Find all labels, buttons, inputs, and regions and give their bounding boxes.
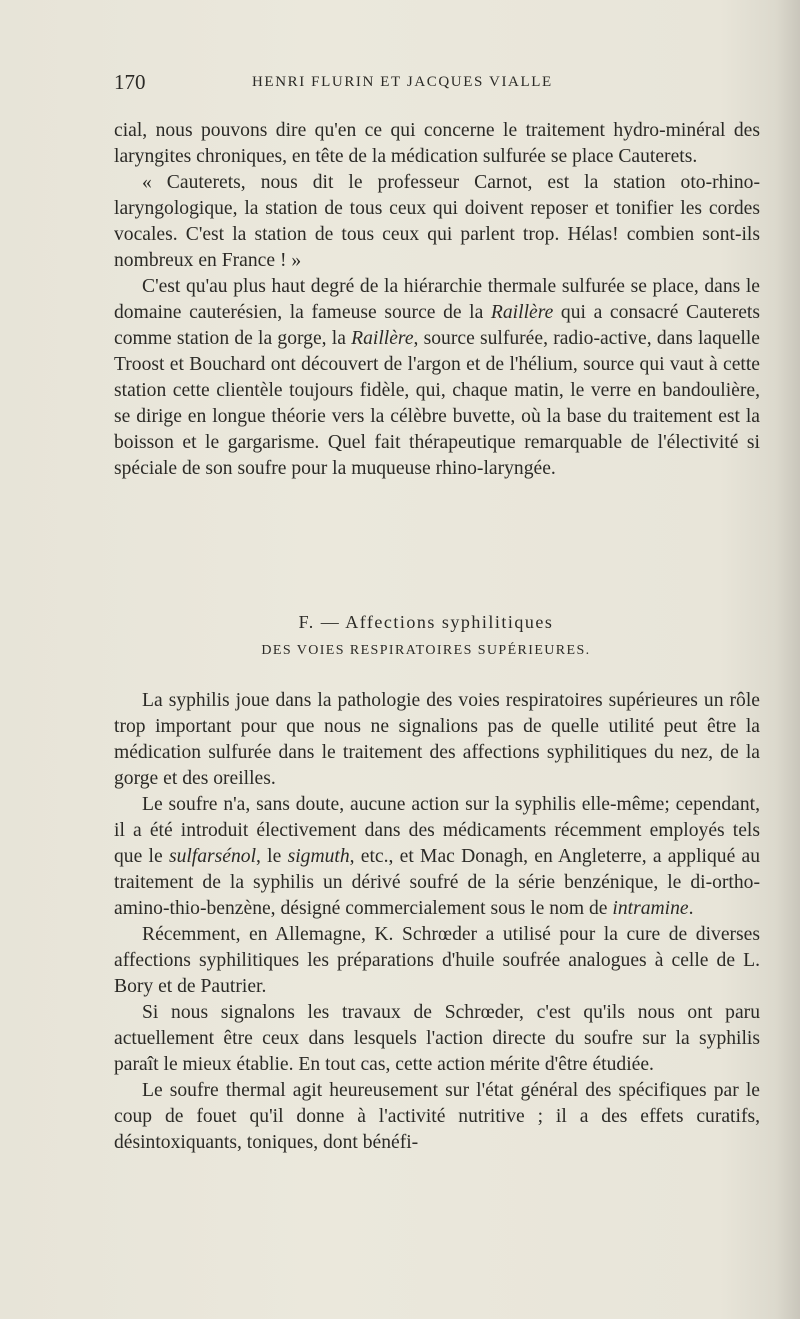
italic-term: sulfarsénol <box>168 846 257 867</box>
paragraph <box>114 274 760 482</box>
italic-term: Raillère <box>351 328 414 349</box>
text-run: Le soufre n'a, sans doute, aucune action sur la syphilis elle-même; cependant, il a été introduit électivement dans des médicaments récemment employés tels que le <box>114 794 760 867</box>
text-run: . <box>688 898 694 919</box>
text-run: qui a consacré Cauterets comme station de la gorge, la <box>114 302 760 349</box>
italic-term: intramine <box>612 898 689 919</box>
italic-term: sigmuth <box>287 846 350 867</box>
text-run: C'est qu'au plus haut degré de la hiérarchie thermale sulfurée se place, dans le domaine cauterésien, la fameuse source de la <box>114 276 760 323</box>
paragraph-quote: « Cauterets, nous dit le professeur Carnot, est la station oto-rhino-laryngologique, la station de tous ceux qui doivent reposer et tonifier les cordes vocales. C'est la station de tous ceux qui parlent trop. Hélas! combien sont-ils nombreux en France ! » <box>114 172 760 271</box>
paragraph: cial, nous pouvons dire qu'en ce qui concerne le traitement hydro-minéral des laryngites chroniques, en tête de la médication sulfurée se place Cauterets. <box>114 120 760 167</box>
section-heading-line2: DES VOIES RESPIRATOIRES SUPÉRIEURES. <box>261 643 591 658</box>
running-head: HENRI FLURIN ET JACQUES VIALLE <box>252 74 553 90</box>
page-header <box>114 70 754 100</box>
text-run: , source sulfurée, radio-active, dans laquelle Troost et Bouchard ont découvert de l'argon et de l'hélium, source qui vaut à cette station cette clientèle toujours fidèle, qui, chaque matin, le verre en bandoulière, se dirige en longue théorie vers la célèbre buvette, où la base du traitement est la boisson et le gargarisme. Quel fait thérapeutique remarquable de l'électivité si spéciale de son soufre pour la muqueuse rhino-laryngée. <box>114 328 760 479</box>
text-block-bottom <box>114 688 760 1156</box>
section-heading-line1: F. — Affections syphilitiques <box>298 612 554 632</box>
text-block-top <box>114 118 760 482</box>
section-heading <box>114 612 760 659</box>
page-number: 170 <box>114 70 146 94</box>
paragraph: Si nous signalons les travaux de Schrœder, c'est qu'ils nous ont paru actuellement être ceux dans lesquels l'action directe du soufre sur la syphilis paraît le mieux établie. En tout cas, cette action mérite d'être étudiée. <box>114 1002 760 1075</box>
text-run: , etc., et Mac Donagh, en Angleterre, a appliqué au traitement de la syphilis un dérivé soufré de la série benzénique, le di-ortho-amino-thio-benzène, désigné commercialement sous le nom de <box>114 846 761 919</box>
italic-term: Raillère <box>490 302 554 323</box>
text-run: , le <box>256 846 282 867</box>
paragraph: La syphilis joue dans la pathologie des voies respiratoires supérieures un rôle trop important pour que nous ne signalions pas de quelle utilité peut être la médication sulfurée dans le traitement des affections syphilitiques du nez, de la gorge et des oreilles. <box>114 690 760 789</box>
paragraph <box>114 792 760 922</box>
paragraph: Récemment, en Allemagne, K. Schrœder a utilisé pour la cure de diverses affections syphilitiques les préparations d'huile soufrée analogues à celle de L. Bory et de Pautrier. <box>114 924 760 997</box>
paragraph: Le soufre thermal agit heureusement sur l'état général des spécifiques par le coup de fouet qu'il donne à l'activité nutritive ; il a des effets curatifs, désintoxiquants, toniques, dont bénéfi- <box>114 1080 760 1153</box>
